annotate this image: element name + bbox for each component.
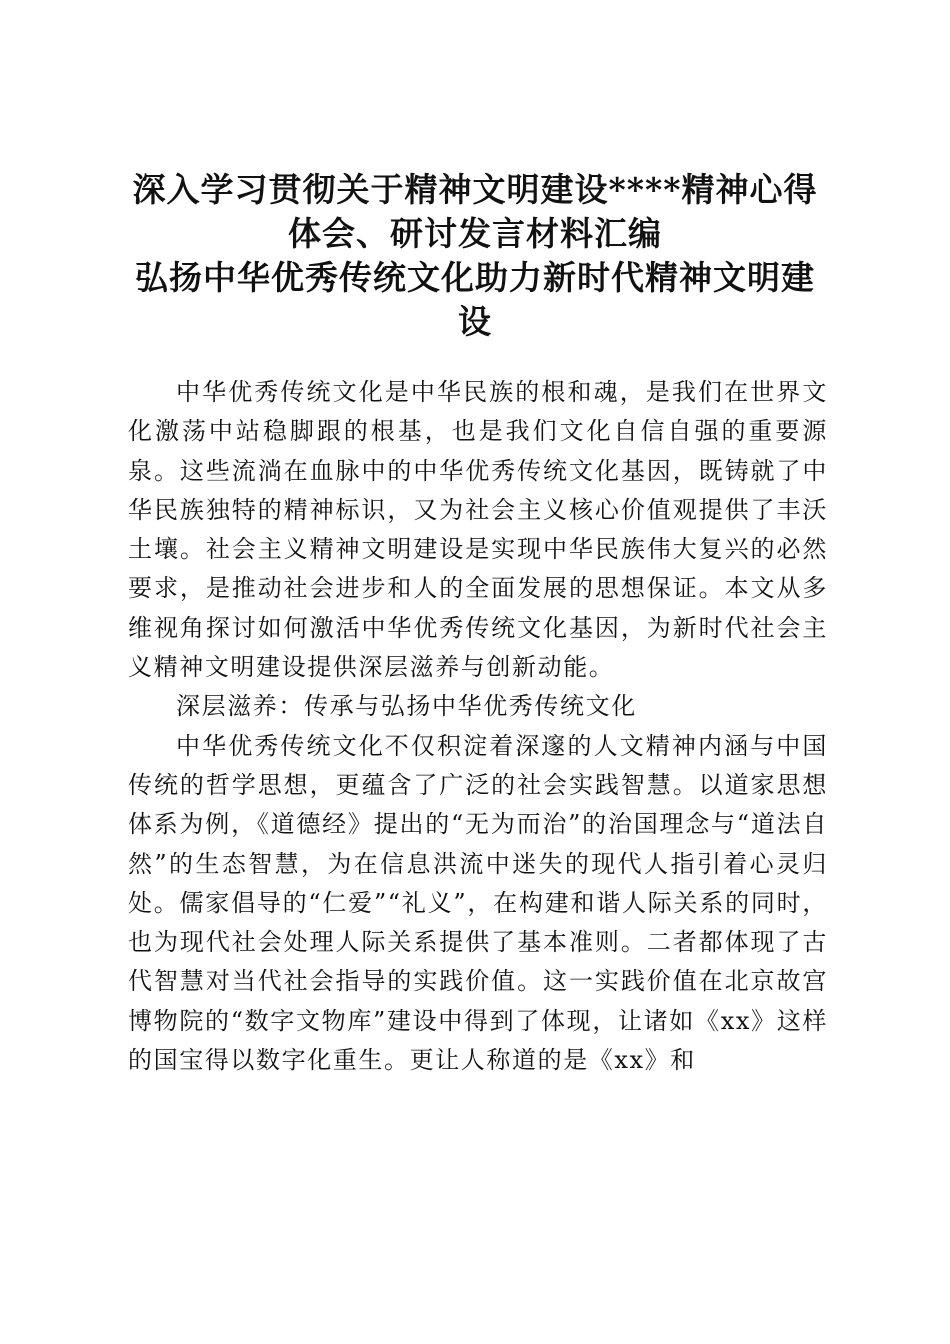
document-body	[128, 373, 828, 1080]
title-line-2: 体会、研讨发言材料汇编	[288, 214, 662, 253]
title-line-3: 弘扬中华优秀传统文化助力新时代精神文明建	[135, 258, 815, 297]
title-line-4: 设	[458, 302, 492, 341]
intro-paragraph: 中华优秀传统文化是中华民族的根和魂，是我们在世界文化激荡中站稳脚跟的根基，也是我们文化自信自强的重要源泉。这些流淌在血脉中的中华优秀传统文化基因，既铸就了中华民族独特的精神标识，又为社会主义核心价值观提供了丰沃土壤。社会主义精神文明建设是实现中华民族伟大复兴的必然要求，是推动社会进步和人的全面发展的思想保证。本文从多维视角探讨如何激活中华优秀传统文化基因，为新时代社会主义精神文明建设提供深层滋养与创新动能。	[128, 378, 828, 682]
section-paragraph: 中华优秀传统文化不仅积淀着深邃的人文精神内涵与中国传统的哲学思想，更蕴含了广泛的社会实践智慧。以道家思想体系为例，《道德经》提出的“无为而治”的治国理念与“道法自然”的生态智慧，为在信息洪流中迷失的现代人指引着心灵归处。儒家倡导的“仁爱”“礼义”，在构建和谐人际关系的同时，也为现代社会处理人际关系提供了基本准则。二者都体现了古代智慧对当代社会指导的实践价值。这一实践价值在北京故宫博物院的“数字文物库”建设中得到了体现，让诸如《xx》这样的国宝得以数字化重生。更让人称道的是《xx》和	[128, 731, 828, 1075]
document-title	[100, 168, 850, 344]
section-heading: 深层滋养：传承与弘扬中华优秀传统文化	[176, 692, 637, 721]
title-line-1: 深入学习贯彻关于精神文明建设****精神心得	[132, 170, 818, 209]
